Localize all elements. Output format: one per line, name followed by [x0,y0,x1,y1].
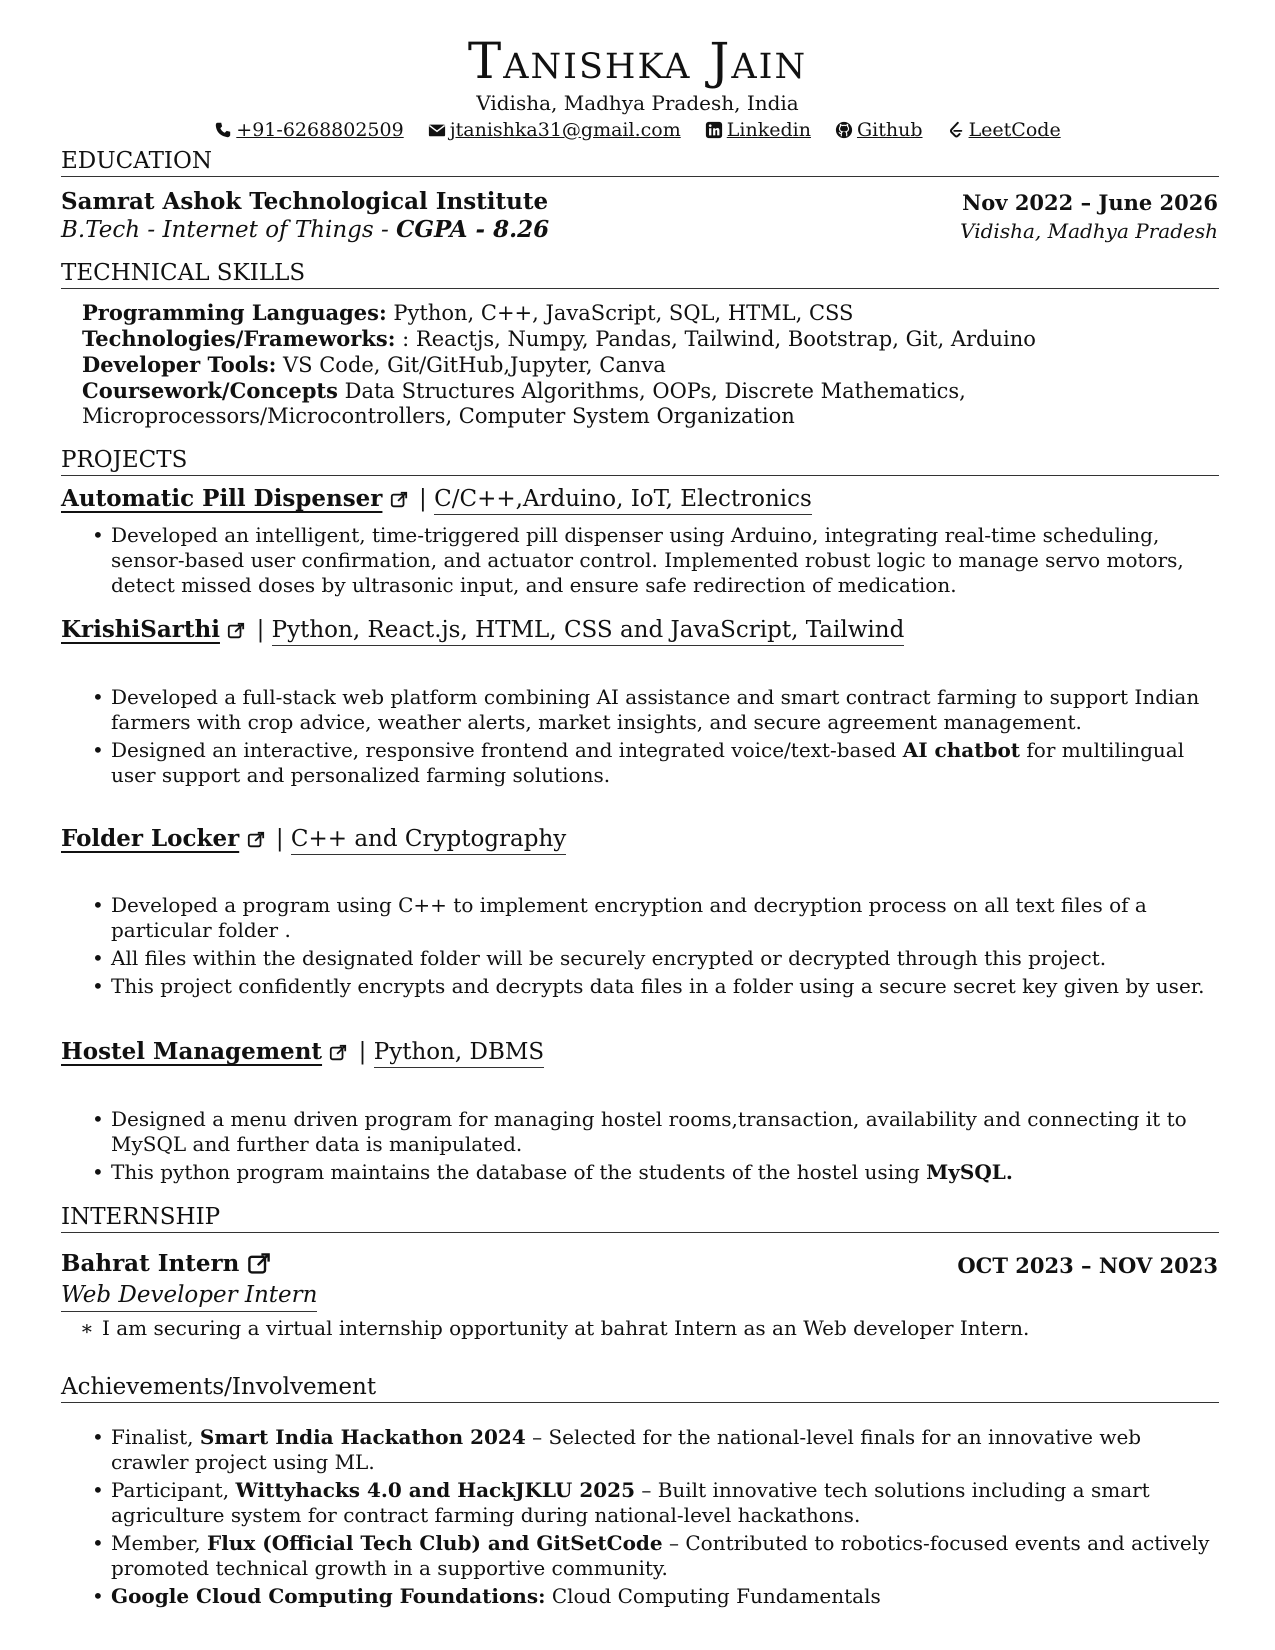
degree-line: B.Tech - Internet of Things - CGPA - 8.26 [61,216,550,243]
internship-company: Bahrat Intern [61,1250,275,1279]
internship-dates: OCT 2023 – NOV 2023 [957,1253,1218,1278]
list-item: • Member, Flux (Official Tech Club) and GitSetCode – Contributed to robotics-focused events and actively promoted technical growth in a supportive community. [61,1531,1219,1581]
phone-icon [214,121,232,139]
education-heading: EDUCATION [61,148,1219,177]
github-link[interactable]: Github [835,119,923,143]
project-title-hostel-management: Hostel Management | Python, DBMS [61,1038,544,1067]
list-item: • Designed an interactive, responsive frontend and integrated voice/text-based AI chatbot for multilingual user support and personalized farming solutions. [61,738,1219,788]
envelope-icon [428,121,446,139]
project-link[interactable]: Automatic Pill Dispenser [61,485,383,512]
list-item: • All files within the designated folder will be securely encrypted or decrypted through this project. [61,946,1219,971]
cgpa: CGPA - 8.26 [396,216,550,243]
github-icon [835,121,853,139]
list-item: • Finalist, Smart India Hackathon 2024 – Selected for the national-level finals for an innovative web crawler project using ML. [61,1425,1219,1475]
external-link-icon[interactable] [390,491,408,509]
list-item: • Developed an intelligent, time-triggered pill dispenser using Arduino, integrating real-time scheduling, sensor-based user confirmation, and actuator control. Implemented robust logic to manage servo motors, detect missed doses by ultrasonic input, and ensure safe redirection of medication. [61,523,1219,598]
list-item: • Developed a program using C++ to implement encryption and decryption process on all text files of a particular folder . [61,893,1219,943]
project-title-krishisarthi: KrishiSarthi | Python, React.js, HTML, CSS and JavaScript, Tailwind [61,616,904,645]
list-item: ∗ I am securing a virtual internship opportunity at bahrat Intern as an Web developer Intern. [61,1316,1210,1341]
skills-heading: TECHNICAL SKILLS [61,260,1219,289]
project-title-folder-locker: Folder Locker | C++ and Cryptography [61,825,566,854]
achievements-list [61,1425,1219,1609]
list-item: • This python program maintains the database of the students of the hostel using MySQL. [61,1160,1219,1185]
phone-link[interactable]: +91-6268802509 [214,119,403,143]
skill-row: Developer Tools: VS Code, Git/GitHub,Jupyter, Canva [82,352,666,377]
address: Vidisha, Madhya Pradesh, India [476,91,799,115]
project-tech: Python, DBMS [374,1039,544,1068]
internship-role: Web Developer Intern [61,1281,317,1312]
education-dates: Nov 2022 – June 2026 [962,190,1218,215]
project-link[interactable]: KrishiSarthi [61,616,220,643]
external-link-icon[interactable] [247,831,265,849]
skill-row: Programming Languages: Python, C++, JavaScript, SQL, HTML, CSS [82,300,854,325]
project-bullets [61,1107,1219,1185]
list-item: • This project confidently encrypts and decrypts data files in a folder using a secure secret key given by user. [61,974,1219,999]
skill-row: Technologies/Frameworks: : Reactjs, Numpy, Pandas, Tailwind, Bootstrap, Git, Arduino [82,326,1036,351]
skill-row: Coursework/Concepts Data Structures Algorithms, OOPs, Discrete Mathematics, Microprocessors/Microcontrollers, Computer System Organization [82,378,966,428]
achievements-heading: Achievements/Involvement [61,1374,1219,1403]
skills-list [82,300,1182,429]
education-location: Vidisha, Madhya Pradesh [960,219,1218,243]
internship-heading: INTERNSHIP [61,1204,1219,1233]
project-tech: Python, React.js, HTML, CSS and JavaScript, Tailwind [272,617,905,646]
project-tech: C++ and Cryptography [291,826,566,855]
project-tech: C/C++,Arduino, IoT, Electronics [434,486,812,515]
list-item: • Designed a menu driven program for managing hostel rooms,transaction, availability and connecting it to MySQL and further data is manipulated. [61,1107,1219,1157]
candidate-name: Tanishka Jain [467,32,808,90]
leetcode-link[interactable]: LeetCode [947,119,1061,143]
list-item: • Google Cloud Computing Foundations: Cloud Computing Fundamentals [61,1584,1219,1609]
project-link[interactable]: Hostel Management [61,1038,323,1065]
internship-bullets [61,1316,1210,1341]
external-link-icon[interactable] [247,1252,271,1276]
projects-heading: PROJECTS [61,447,1219,476]
external-link-icon[interactable] [329,1044,347,1062]
list-item: • Participant, Wittyhacks 4.0 and HackJKLU 2025 – Built innovative tech solutions including a smart agriculture system for contract farming during national-level hackathons. [61,1478,1219,1528]
project-title-pill-dispenser: Automatic Pill Dispenser | C/C++,Arduino, IoT, Electronics [61,485,812,514]
project-bullets [61,523,1219,598]
email-link[interactable]: jtanishka31@gmail.com [428,119,681,143]
contact-bar [0,119,1275,143]
project-bullets [61,685,1219,788]
external-link-icon[interactable] [227,622,245,640]
linkedin-link[interactable]: Linkedin [705,119,811,143]
list-item: • Developed a full-stack web platform combining AI assistance and smart contract farming to support Indian farmers with crop advice, weather alerts, market insights, and secure agreement management. [61,685,1219,735]
linkedin-icon [705,121,723,139]
project-link[interactable]: Folder Locker [61,825,240,852]
project-bullets [61,893,1219,999]
institute-name: Samrat Ashok Technological Institute [61,188,549,215]
leetcode-icon [947,121,965,139]
